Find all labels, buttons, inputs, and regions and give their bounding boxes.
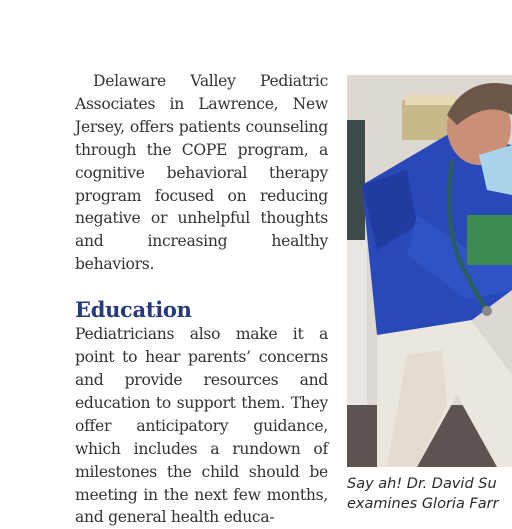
article-column [75, 70, 328, 529]
section-paragraph: Pediatricians also make it a point to hear parents’ concerns and provide resources and education to support them. They offer anticipatory guidance, which includes a rundown of milestones the child should be meeting in the next few months, and general health educa- [75, 325, 328, 527]
intro-paragraph: Delaware Valley Pediatric Associates in Lawrence, New Jersey, offers patients counseling through the COPE program, a cognitive behavioral therapy program focused on reducing negative or unhelpful thoughts and increasing healthy behaviors. [75, 72, 328, 274]
caption-line-2: examines Gloria Farr [347, 496, 499, 512]
section-heading: Education [75, 297, 192, 323]
doctor-photo-illustration [347, 75, 512, 467]
caption-line-1: Say ah! Dr. David Su [347, 476, 497, 492]
photo-caption [347, 474, 512, 514]
doctor-photo [347, 75, 512, 467]
